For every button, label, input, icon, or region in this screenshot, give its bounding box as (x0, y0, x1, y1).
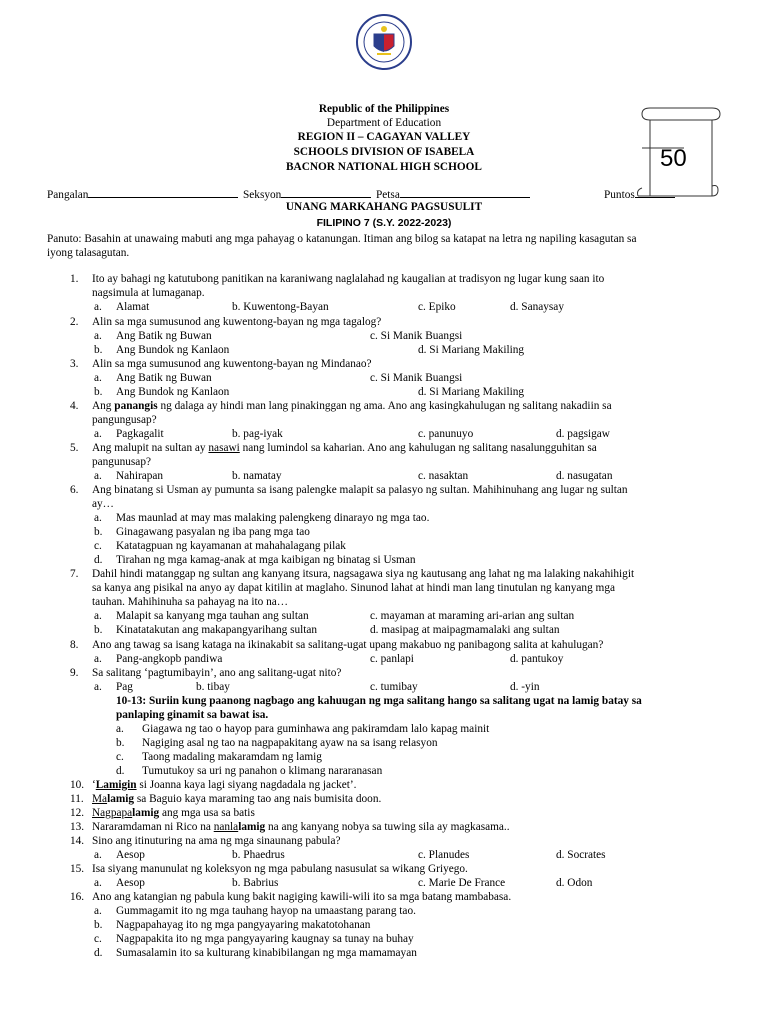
choice-b: Nagiging asal ng tao na nagpapakitang ayaw na sa isang relasyon (142, 737, 438, 749)
option-c: c. Planudes (418, 849, 470, 861)
option-d: d. nasugatan (556, 470, 613, 482)
section-field: Seksyon (243, 188, 371, 202)
instructions-line-1: Panuto: Basahin at unawaing mabuti ang mga pahayag o katanungan. Itiman ang bilog sa katapat na letra ng napiling kasagutan sa (47, 233, 637, 245)
key-word: Lamigin (95, 779, 137, 791)
option-d: Tirahan ng mga kamag-anak at mga kaibigan ng binatag si Usman (116, 554, 416, 566)
option-a: Gummagamit ito ng mga tauhang hayop na umaastang parang tao. (116, 905, 416, 917)
header-republic: Republic of the Philippines (318, 103, 450, 115)
option-c: c. Epiko (418, 301, 456, 313)
option-b: Nagpapahayag ito ng mga pangyayaring makatotohanan (116, 919, 371, 931)
header-department: Department of Education (326, 117, 442, 129)
option-a: Nahirapan (116, 470, 164, 482)
option-a: Pagkagalit (116, 428, 164, 440)
key-word: nasawi (208, 442, 240, 454)
option-a: Ang Batik ng Buwan (116, 330, 212, 342)
option-d: d. Si Mariang Makiling (418, 386, 525, 398)
option-a: Alamat (116, 301, 150, 313)
name-field: Pangalan (47, 188, 238, 202)
option-d: Sumasalamin ito sa kulturang kinabibilangan ng mga mamamayan (116, 947, 417, 959)
header-division: SCHOOLS DIVISION OF ISABELA (293, 146, 475, 158)
option-a: Aesop (116, 849, 145, 861)
option-b: Ang Bundok ng Kanlaon (116, 386, 230, 398)
choice-c: Taong madaling makaramdam ng lamig (142, 751, 322, 763)
header-school: BACNOR NATIONAL HIGH SCHOOL (286, 161, 482, 173)
key-word: panangis (114, 400, 158, 412)
key-word: lamig (107, 793, 135, 805)
exam-title: UNANG MARKAHANG PAGSUSULIT (285, 201, 483, 213)
option-c: c. panunuyo (418, 428, 474, 440)
option-d: d. pantukoy (510, 653, 564, 665)
option-b: b. tibay (196, 681, 230, 693)
option-b: Ang Bundok ng Kanlaon (116, 344, 230, 356)
option-d: d. Si Mariang Makiling (418, 344, 525, 356)
section-10-13-instruction: 10-13: Suriin kung paanong nagbago ang kahuugan ng mga salitang hango sa salitang ugat na lamig batay sa (116, 695, 642, 707)
option-a: Pag (116, 681, 133, 693)
option-c: Katatagpuan ng kayamanan at mahahalagang pilak (116, 540, 346, 552)
option-b: Kinatatakutan ang makapangyarihang sultan (116, 624, 318, 636)
choice-d: Tumutukoy sa uri ng panahon o klimang nararanasan (142, 765, 383, 777)
instructions-line-2: iyong talasagutan. (47, 247, 130, 259)
option-b: b. Kuwentong-Bayan (232, 301, 329, 313)
option-a: Ang Batik ng Buwan (116, 372, 212, 384)
option-c: c. Marie De France (418, 877, 506, 889)
option-d: d. -yin (510, 681, 540, 693)
option-c: c. Si Manik Buangsi (370, 330, 463, 342)
date-field: Petsa (376, 188, 530, 202)
option-a: Pang-angkopb pandiwa (116, 653, 223, 665)
option-c: c. Si Manik Buangsi (370, 372, 463, 384)
score-field: Puntos (604, 188, 675, 202)
option-c: c. nasaktan (418, 470, 469, 482)
option-b: b. namatay (232, 470, 282, 482)
option-d: d. Sanaysay (510, 301, 564, 313)
key-word: lamig (238, 821, 266, 833)
option-b: b. Phaedrus (232, 849, 285, 861)
deped-seal-logo (356, 14, 412, 70)
option-b: b. Babrius (232, 877, 279, 889)
option-a: Malapit sa kanyang mga tauhan ang sultan (116, 610, 309, 622)
option-a: Aesop (116, 877, 145, 889)
total-score: 50 (660, 145, 687, 172)
option-c: c. mayaman at maraming ari-arian ang sultan (370, 610, 575, 622)
option-c: c. tumibay (370, 681, 418, 693)
option-d: d. masipag at maipagmamalaki ang sultan (370, 624, 560, 636)
option-d: d. Socrates (556, 849, 606, 861)
option-d: d. pagsigaw (556, 428, 610, 440)
option-d: d. Odon (556, 877, 593, 889)
option-c: c. panlapi (370, 653, 414, 665)
key-word: lamig (132, 807, 160, 819)
option-c: Nagpapakita ito ng mga pangyayaring kaugnay sa tunay na buhay (116, 933, 414, 945)
option-b: Ginagawang pasyalan ng iba pang mga tao (116, 526, 310, 538)
header-region: REGION II – CAGAYAN VALLEY (297, 131, 471, 143)
option-b: b. pag-iyak (232, 428, 283, 440)
option-a: Mas maunlad at may mas malaking palengkeng dinarayo ng mga tao. (116, 512, 430, 524)
choice-a: Giagawa ng tao o hayop para guminhawa ang pakiramdam lalo kapag mainit (142, 723, 490, 735)
exam-subtitle: FILIPINO 7 (S.Y. 2022-2023) (316, 217, 452, 229)
